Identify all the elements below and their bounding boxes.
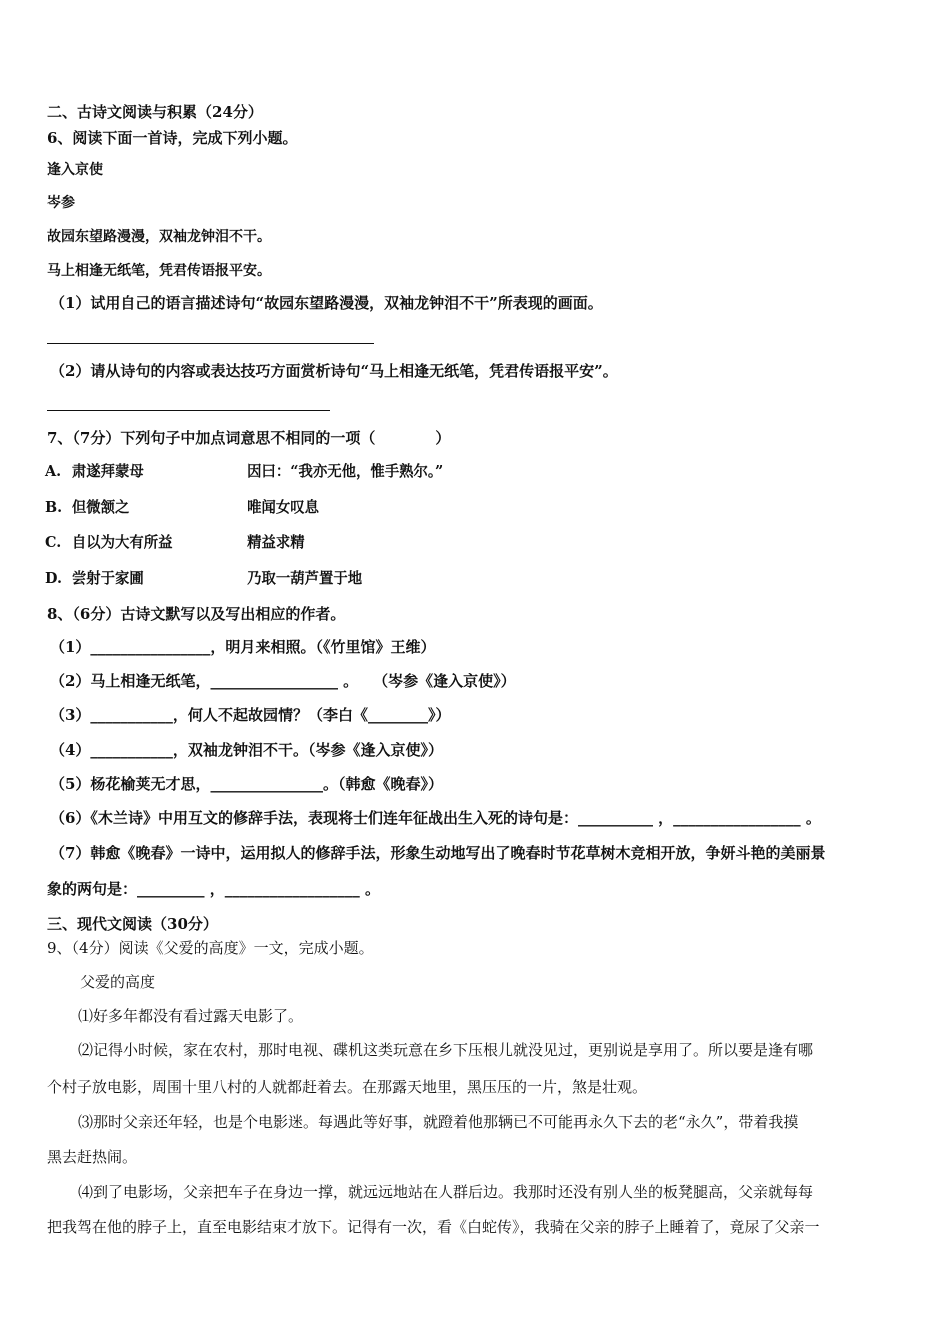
article-paragraph-4-cont: 把我驾在他的脖子上，直至电影结束才放下。记得有一次，看《白蛇传》，我骑在父亲的脖子上睡着了，竟尿了父亲一 — [47, 1218, 820, 1236]
option-left-text: 肃遂拜蒙母 — [71, 462, 144, 480]
q8-item-7: （7）韩愈《晚春》一诗中，运用拟人的修辞手法，形象生动地写出了晚春时节花草树木竞相开放，争妍斗艳的美丽景 — [50, 844, 826, 862]
option-left-text: 自以为大有所益 — [71, 533, 173, 551]
article-paragraph-1: ⑴好多年都没有看过露天电影了。 — [78, 1007, 304, 1025]
article-paragraph-2: ⑵记得小时候，家在农村，那时电视、碟机这类玩意在乡下压根儿就没见过，更别说是享用了。所以要是逢有哪 — [78, 1041, 814, 1059]
article-paragraph-3-cont: 黑去赶热闹。 — [47, 1148, 138, 1166]
answer-line-2 — [47, 410, 330, 411]
q6-stem: 6、阅读下面一首诗，完成下列小题。 — [47, 129, 298, 147]
poem-line-1: 故园东望路漫漫，双袖龙钟泪不干。 — [47, 229, 271, 245]
option-right-text: 因曰：“我亦无他，惟手熟尔。” — [247, 462, 444, 480]
q7-stem: 7、（7分）下列句子中加点词意思不相同的一项（ ） — [47, 429, 451, 447]
q8-item-7-cont: 象的两句是：_________ ，__________________ 。 — [47, 880, 380, 898]
q8-item-4: （4）___________，双袖龙钟泪不干。（岑参《逢入京使》） — [50, 741, 443, 759]
option-left-text: 但微颔之 — [71, 498, 130, 516]
answer-line-1 — [47, 343, 374, 344]
q8-item-3: （3）___________，何人不起故园情？（李白《________》） — [50, 706, 451, 724]
option-left-text: 尝射于家圃 — [71, 569, 144, 587]
option-right-text: 精益求精 — [247, 533, 305, 551]
q6-sub1: （1）试用自己的语言描述诗句“故园东望路漫漫，双袖龙钟泪不干”所表现的画面。 — [50, 294, 603, 312]
section-title-2: 二、古诗文阅读与积累（24分） — [47, 103, 263, 121]
q9-stem: 9、（4分）阅读《父爱的高度》一文，完成小题。 — [47, 939, 374, 957]
poem-line-2: 马上相逢无纸笔，凭君传语报平安。 — [47, 263, 271, 279]
option-right-text: 唯闻女叹息 — [247, 498, 320, 516]
poem-title: 逢入京使 — [47, 162, 103, 178]
q8-item-1: （1）________________，明月来相照。（《竹里馆》王维） — [50, 638, 436, 656]
article-paragraph-2-cont: 个村子放电影，周围十里八村的人就都赶着去。在那露天地里，黑压压的一片，煞是壮观。 — [47, 1078, 648, 1096]
q8-item-5: （5）杨花榆荚无才思，_______________。（韩愈《晚春》） — [50, 775, 443, 793]
article-paragraph-3: ⑶那时父亲还年轻，也是个电影迷。每遇此等好事，就蹬着他那辆已不可能再永久下去的老“永久”，带着我摸 — [78, 1113, 799, 1131]
option-label: B. — [45, 498, 63, 516]
option-label: D. — [45, 569, 62, 587]
article-paragraph-4: ⑷到了电影场，父亲把车子在身边一撑，就远远地站在人群后边。我那时还没有别人坐的板凳腿高，父亲就每每 — [78, 1183, 814, 1201]
option-label: C. — [45, 533, 62, 551]
option-right-text: 乃取一葫芦置于地 — [247, 569, 363, 587]
q6-sub2: （2）请从诗句的内容或表达技巧方面赏析诗句“马上相逢无纸笔，凭君传语报平安”。 — [50, 362, 618, 380]
section-title-3: 三、现代文阅读（30分） — [47, 915, 218, 933]
poem-author: 岑参 — [47, 195, 75, 211]
q8-stem: 8、（6分）古诗文默写以及写出相应的作者。 — [47, 605, 346, 623]
article-title: 父爱的高度 — [80, 973, 156, 991]
option-label: A. — [45, 462, 62, 480]
q8-item-2: （2）马上相逢无纸笔，_________________ 。 （岑参《逢入京使》） — [50, 672, 516, 690]
q8-item-6: （6）《木兰诗》中用互文的修辞手法，表现将士们连年征战出生入死的诗句是：__________ ，_________________ 。 — [50, 809, 821, 827]
